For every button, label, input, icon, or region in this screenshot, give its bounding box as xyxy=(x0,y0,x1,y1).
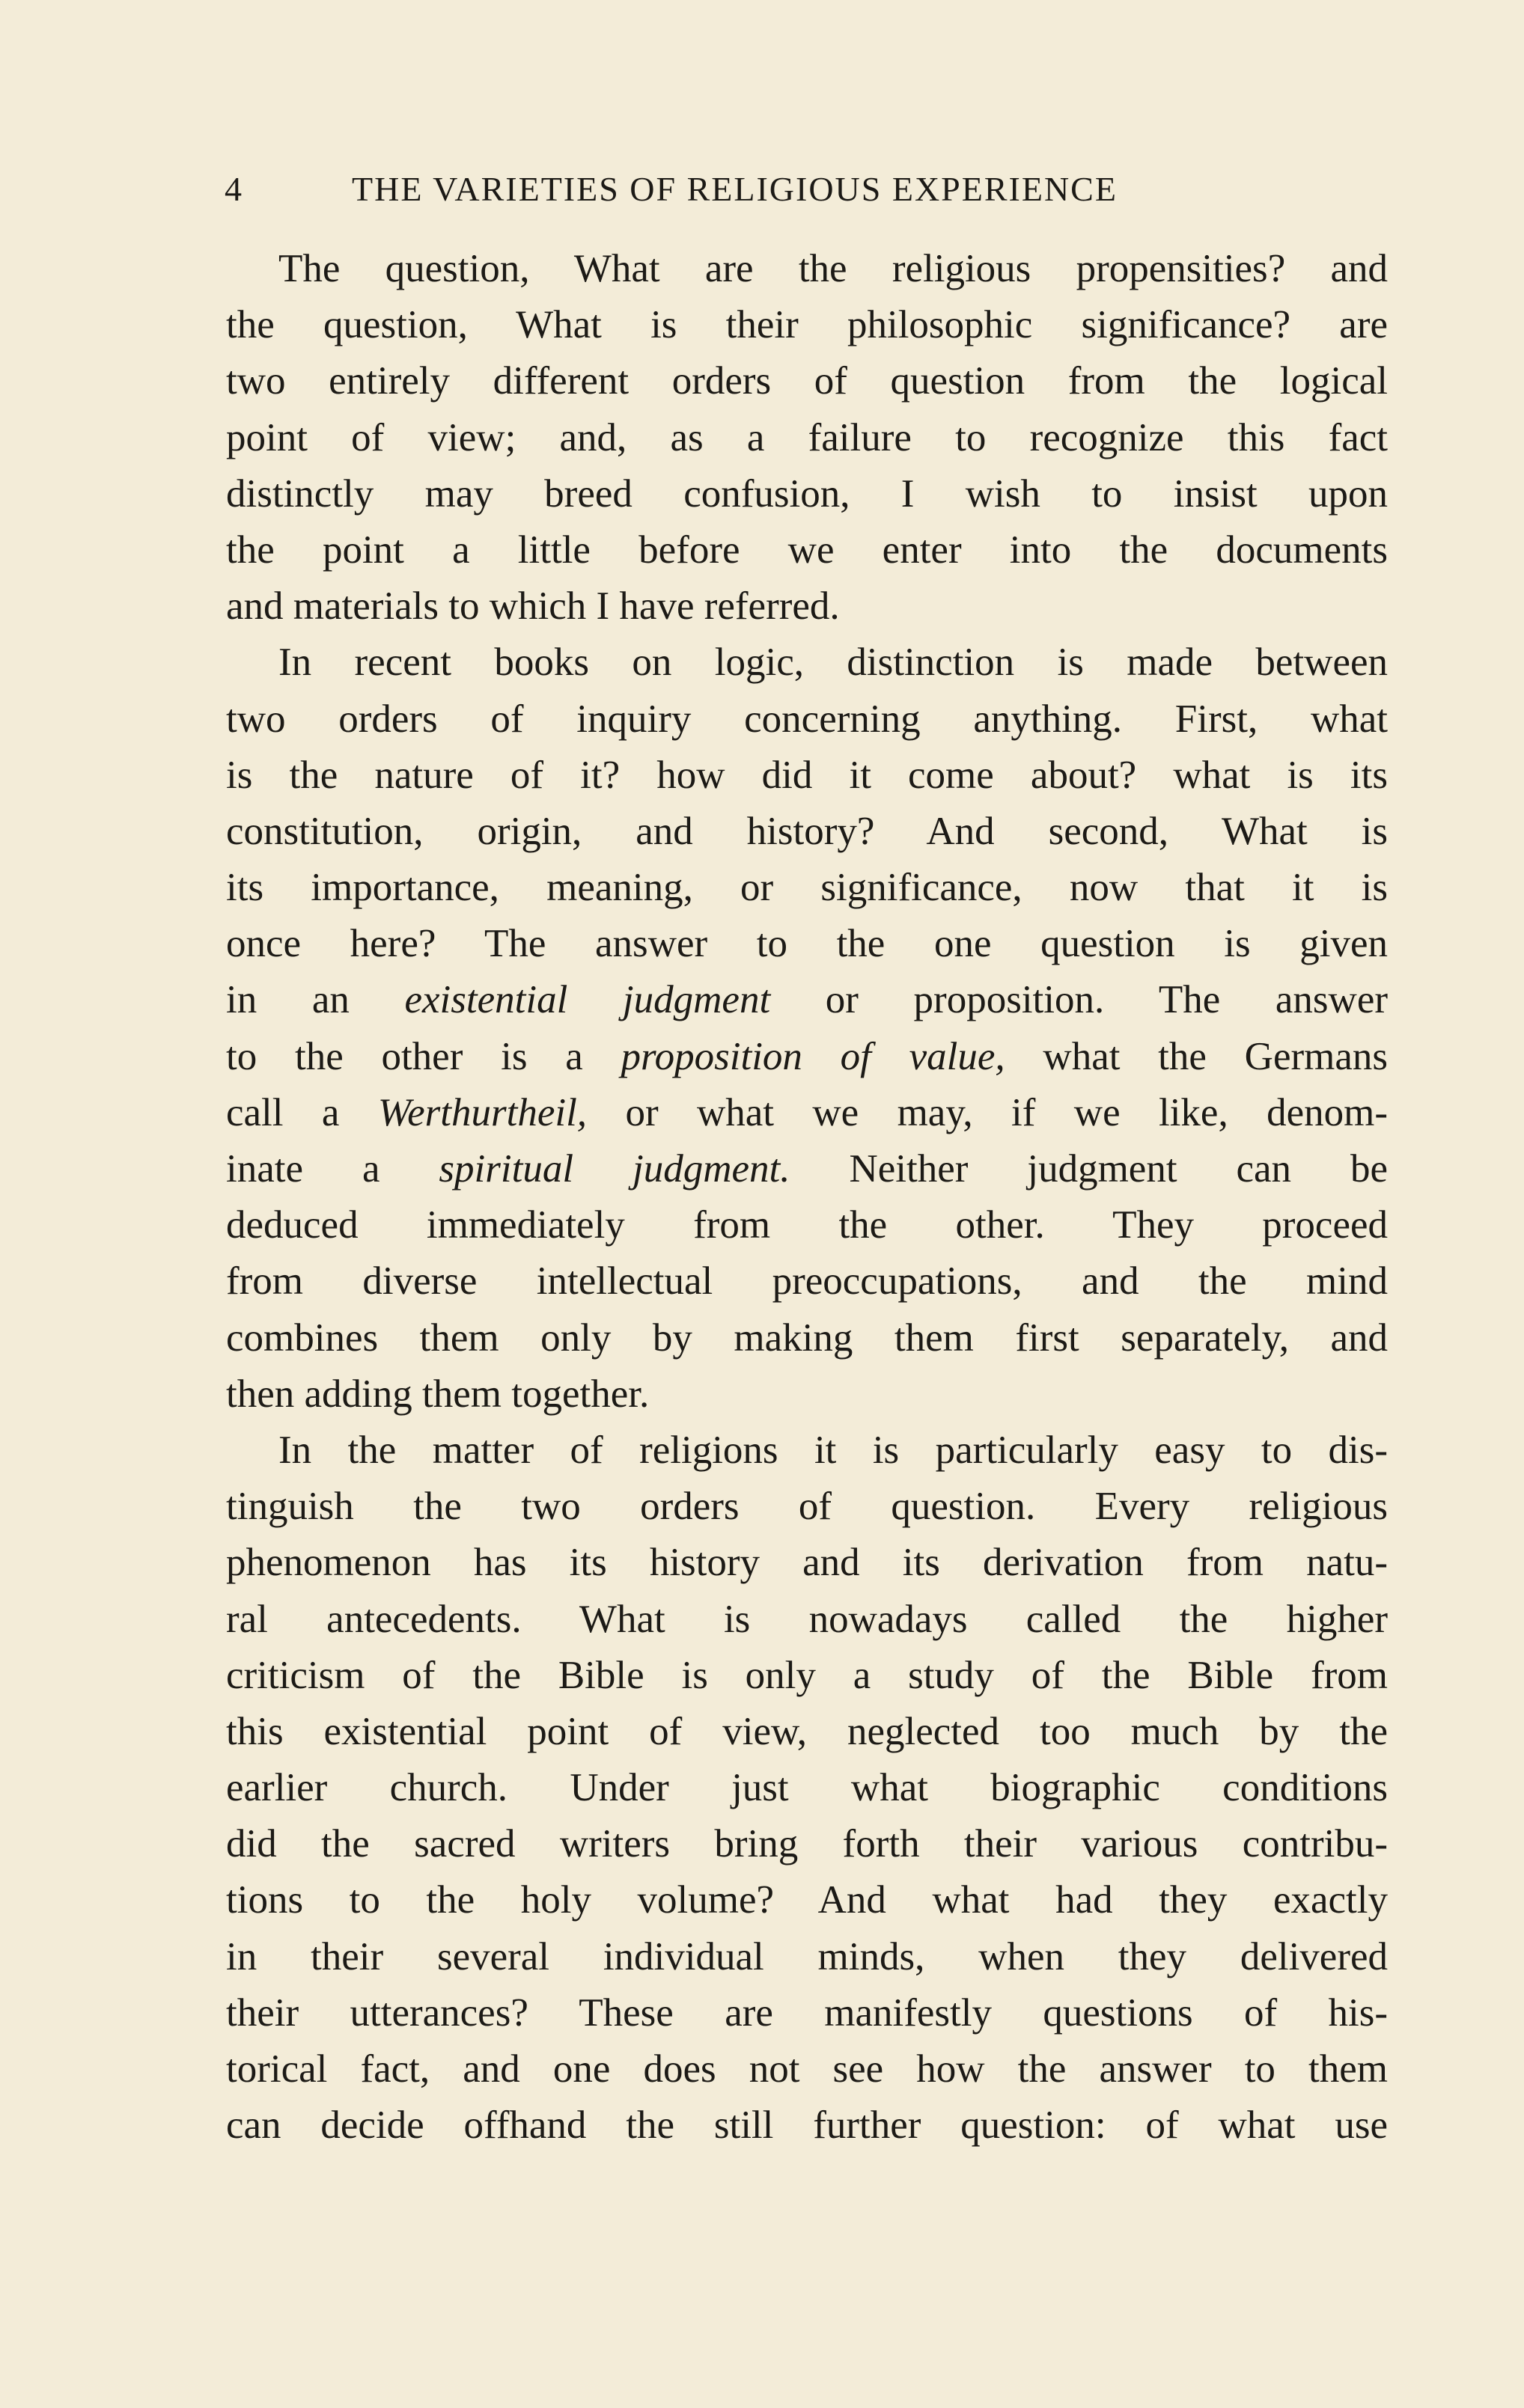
text-line: then adding them together. xyxy=(226,1372,650,1416)
text-line: distinctly may breed confusion, I wish to insist upon xyxy=(226,471,1388,516)
text-line: two entirely different orders of question from the logical xyxy=(226,359,1388,403)
italic-term: proposition of value, xyxy=(621,1034,1005,1078)
running-title: THE VARIETIES OF RELIGIOUS EXPERIENCE xyxy=(352,170,1118,208)
text-line: their utterances? These are manifestly questions of his- xyxy=(226,1990,1388,2035)
italic-term: Werthurtheil, xyxy=(377,1090,588,1134)
text-line-with-italic: inate a spiritual judgment. Neither judgment can be xyxy=(226,1147,1389,1191)
text-line: the question, What is their philosophic significance? are xyxy=(226,303,1388,347)
italic-term: spiritual judgment. xyxy=(439,1147,790,1191)
text-line: two orders of inquiry concerning anything. First, what xyxy=(226,697,1388,741)
text-line: point of view; and, as a failure to recognize this fact xyxy=(226,415,1388,459)
text-line: earlier church. Under just what biographic conditions xyxy=(226,1766,1388,1810)
text-line: did the sacred writers bring forth their various contribu- xyxy=(226,1822,1388,1866)
text-line: the point a little before we enter into the documents xyxy=(226,528,1388,572)
text-line: phenomenon has its history and its derivation from natu- xyxy=(226,1541,1388,1585)
text-line-with-italic: to the other is a proposition of value, what the Germans xyxy=(226,1034,1388,1078)
text-line: criticism of the Bible is only a study of the Bible from xyxy=(226,1653,1388,1697)
text-line: this existential point of view, neglected too much by the xyxy=(226,1709,1388,1753)
text-line: in their several individual minds, when they delivered xyxy=(226,1934,1388,1978)
body-text xyxy=(226,241,1388,2154)
text-line-with-italic: call a Werthurtheil, or what we may, if we like, denom- xyxy=(226,1090,1388,1134)
text-line: tions to the holy volume? And what had they exactly xyxy=(226,1878,1388,1922)
running-head xyxy=(225,169,1265,214)
text-line: once here? The answer to the one question is given xyxy=(226,922,1388,966)
text-line: is the nature of it? how did it come about? what is its xyxy=(226,753,1388,797)
text-line-with-italic: in an existential judgment or proposition. The answer xyxy=(226,978,1389,1022)
text-line: torical fact, and one does not see how the answer to them xyxy=(226,2047,1388,2091)
text-line: can decide offhand the still further question: of what use xyxy=(226,2103,1388,2148)
text-line: from diverse intellectual preoccupations, and the mind xyxy=(226,1259,1388,1304)
text-line: In recent books on logic, distinction is made between xyxy=(278,641,1388,685)
text-line: deduced immediately from the other. They proceed xyxy=(226,1203,1388,1247)
text-line: In the matter of religions it is particularly easy to dis- xyxy=(278,1428,1388,1472)
text-line: combines them only by making them first separately, and xyxy=(226,1315,1388,1360)
italic-term: existential judgment xyxy=(404,978,771,1022)
text-line: ral antecedents. What is nowadays called the higher xyxy=(226,1597,1388,1641)
text-line: its importance, meaning, or significance, now that it is xyxy=(226,866,1388,910)
page-number: 4 xyxy=(225,170,243,208)
text-line: constitution, origin, and history? And second, What is xyxy=(226,809,1388,853)
text-line: tinguish the two orders of question. Every religious xyxy=(226,1485,1388,1529)
text-line: The question, What are the religious propensities? and xyxy=(278,247,1388,290)
text-line: and materials to which I have referred. xyxy=(226,584,840,629)
